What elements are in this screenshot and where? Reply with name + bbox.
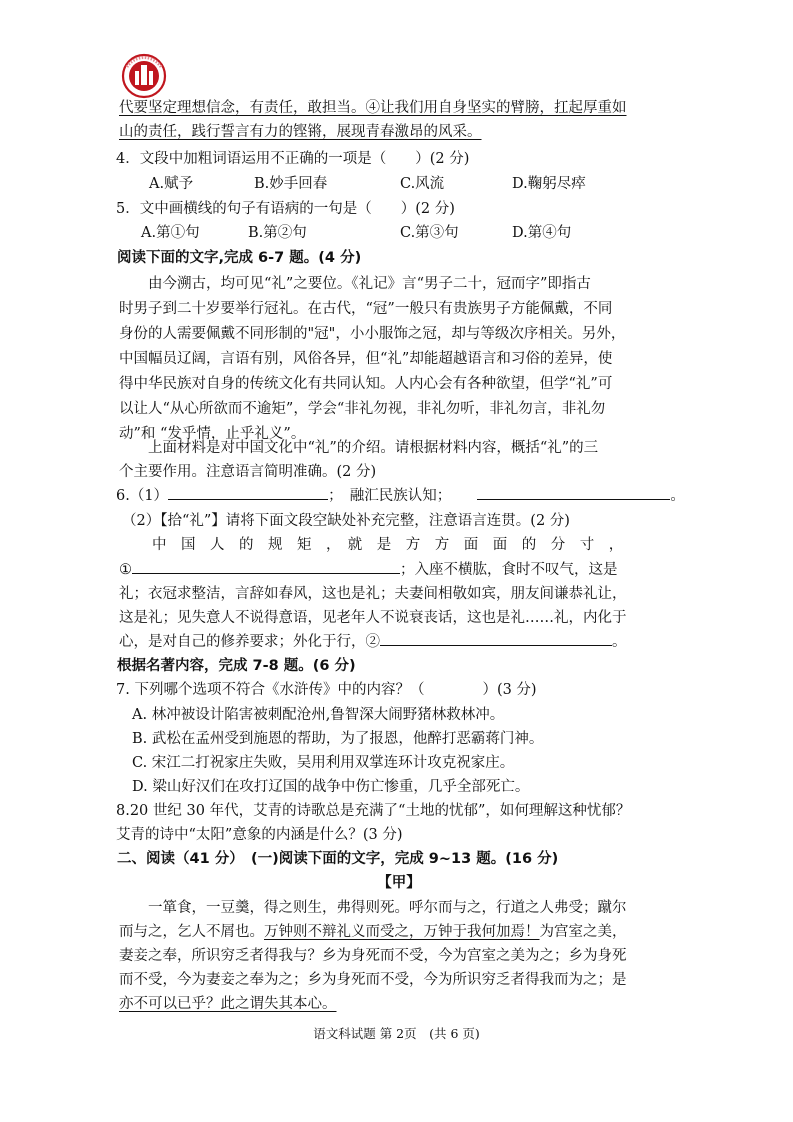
passage-line — [119, 559, 618, 581]
prompt-line: 个主要作用。注意语言简明准确。(2 分) — [119, 464, 377, 480]
classical-text-line — [119, 921, 627, 943]
option-a: A.赋予 — [149, 176, 194, 192]
prompt-line: 上面材料是对中国文化中“礼”的介绍。请根据材料内容，概括“礼”的三 — [148, 440, 599, 456]
school-seal-icon — [121, 53, 167, 99]
question-6-1 — [116, 485, 685, 507]
classical-text-line: 妻妾之奉，所识穷乏者得我与？乡为身死而不受，今为宫室之美为之；乡为身死 — [119, 948, 627, 964]
section-heading: 阅读下面的文字,完成 6-7 题。(4 分) — [117, 250, 362, 266]
passage-line: 身份的人需要佩戴不同形制的"冠"，小小服饰之冠，却与等级次序相关。另外， — [119, 326, 626, 342]
classical-text: 而与之，乞人不屑也。 — [119, 924, 264, 940]
text-jia-heading: 【甲】 — [377, 875, 421, 891]
option-c: C. 宋江二打祝家庄失败，吴用利用双掌连环计攻克祝家庄。 — [132, 755, 515, 771]
passage-line: 动”和 “发乎情，止乎礼义”。 — [119, 426, 306, 442]
passage-line: 代要坚定理想信念，有责任，敢担当。④让我们用自身坚实的臂膀，扛起厚重如 — [119, 100, 627, 116]
passage-line: 中 国 人 的 规 矩 ， 就 是 方 方 面 面 的 分 寸 ， — [152, 537, 624, 553]
question-8-cont: 艾青的诗中“太阳”意象的内涵是什么？(3 分) — [116, 827, 403, 843]
question-8: 8.20 世纪 30 年代，艾青的诗歌总是充满了“土地的忧郁”，如何理解这种忧郁？ — [116, 803, 631, 819]
section-heading: 根据名著内容，完成 7-8 题。(6 分) — [117, 658, 356, 674]
answer-blank[interactable] — [132, 559, 400, 574]
option-b: B.第②句 — [248, 225, 307, 241]
option-a: A.第①句 — [141, 225, 200, 241]
section-heading: 二、阅读（41 分） (一)阅读下面的文字，完成 9~13 题。(16 分) — [117, 851, 559, 867]
option-d: D.鞠躬尽瘁 — [512, 176, 586, 192]
underlined-sentence: 万钟则不辩礼义而受之，万钟于我何加焉！ — [264, 924, 540, 940]
option-c: C.风流 — [400, 176, 445, 192]
question-end: 。 — [670, 488, 685, 504]
classical-text-line: 一箪食，一豆羹，得之则生，弗得则死。呼尔而与之，行道之人弗受；蹴尔 — [148, 900, 627, 916]
page-footer: 语文科试题 第 2页 (共 6 页) — [313, 1026, 480, 1041]
passage-line: 礼；衣冠求整洁，言辞如春风，这也是礼；夫妻间相敬如宾，朋友间谦恭礼让， — [119, 586, 627, 602]
question-text: ； 融汇民族认知； — [328, 488, 452, 504]
passage-text: 心，是对自己的修养要求；外化于行，② — [119, 634, 380, 650]
passage-line: 以让人“从心所欲而不逾矩”，学会“非礼勿视，非礼勿听，非礼勿言，非礼勿 — [119, 401, 606, 417]
option-b: B.妙手回春 — [254, 176, 328, 192]
classical-text-line: 而不受，今为妻妾之奉为之；乡为身死而不受，今为所识穷乏者得我而为之；是 — [119, 972, 627, 988]
answer-blank[interactable] — [168, 485, 328, 500]
answer-blank[interactable] — [380, 631, 612, 646]
passage-line: 时男子到二十岁要举行冠礼。在古代，“冠”一般只有贵族男子方能佩戴，不同 — [119, 301, 613, 317]
passage-line: 这是礼；见失意人不说得意语，见老年人不说衰丧话，这也是礼……礼，内化于 — [119, 610, 627, 626]
classical-text-line: 亦不可以已乎？此之谓失其本心。 — [119, 996, 337, 1012]
classical-text: 为宫室之美， — [539, 924, 627, 940]
passage-line — [119, 631, 627, 653]
question-7: 7. 下列哪个选项不符合《水浒传》中的内容？（ ）(3 分) — [116, 682, 537, 698]
option-a: A. 林冲被设计陷害被刺配沧州,鲁智深大闹野猪林救林冲。 — [132, 707, 505, 723]
blank-marker: ① — [119, 562, 132, 578]
passage-text: ；入座不横肱，食时不叹气，这是 — [400, 562, 618, 578]
option-c: C.第③句 — [400, 225, 459, 241]
passage-line: 中国幅员辽阔，言语有别，风俗各异，但“礼”却能超越语言和习俗的差异，使 — [119, 351, 613, 367]
question-4: 4．文段中加粗词语运用不正确的一项是（ ）(2 分) — [116, 151, 470, 167]
question-number: 6.（1） — [116, 488, 169, 504]
question-6-2: （2）【拾“礼”】请将下面文段空缺处补充完整，注意语言连贯。(2 分) — [122, 513, 570, 529]
passage-line: 由今溯古，均可见“礼”之要位。《礼记》言“男子二十，冠而字”即指古 — [148, 276, 591, 292]
question-5: 5．文中画横线的句子有语病的一句是（ ）(2 分) — [116, 201, 455, 217]
option-b: B. 武松在孟州受到施恩的帮助，为了报恩，他醉打恶霸蒋门神。 — [132, 731, 544, 747]
option-d: D.第④句 — [512, 225, 572, 241]
passage-line: 山的责任，践行誓言有力的铿锵，展现青春激昂的风采。 — [119, 124, 482, 140]
passage-end: 。 — [612, 634, 627, 650]
answer-blank[interactable] — [477, 485, 670, 500]
option-d: D. 梁山好汉们在攻打辽国的战争中伤亡惨重，几乎全部死亡。 — [132, 779, 530, 795]
passage-line: 得中华民族对自身的传统文化有共同认知。人内心会有各种欲望，但学“礼”可 — [119, 376, 613, 392]
